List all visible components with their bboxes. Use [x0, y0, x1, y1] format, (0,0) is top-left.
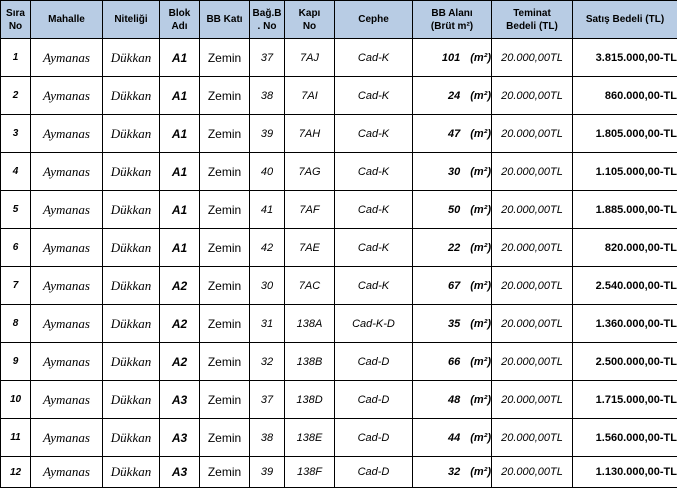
kat-cell: Zemin	[200, 381, 250, 419]
cephe-cell: Cad-D	[335, 457, 413, 488]
table-row	[1, 267, 677, 305]
table-row	[1, 39, 677, 77]
alan-value: 35	[447, 317, 461, 330]
nitelik-cell: Dükkan	[103, 153, 160, 191]
blok-cell: A2	[160, 305, 200, 343]
sira-cell: 4	[1, 153, 31, 191]
table-row	[1, 191, 677, 229]
blok-cell: A1	[160, 39, 200, 77]
bag-no-cell: 38	[250, 419, 285, 457]
header-sira-line1: Sıra	[6, 7, 25, 19]
cephe-cell: Cad-D	[335, 381, 413, 419]
satis-bedeli-cell: 1.560.000,00-TL	[573, 419, 677, 457]
alan-cell	[413, 191, 492, 229]
mahalle-cell: Aymanas	[31, 77, 103, 115]
nitelik-cell: Dükkan	[103, 229, 160, 267]
alan-cell	[413, 153, 492, 191]
header-teminat	[492, 1, 573, 39]
bag-no-cell: 37	[250, 381, 285, 419]
alan-value: 66	[447, 355, 461, 368]
alan-value: 30	[447, 165, 461, 178]
alan-unit: (m²)	[470, 431, 491, 444]
blok-cell: A1	[160, 115, 200, 153]
nitelik-cell: Dükkan	[103, 343, 160, 381]
blok-cell: A2	[160, 267, 200, 305]
header-sira-line2: No	[8, 20, 23, 32]
cephe-cell: Cad-K	[335, 267, 413, 305]
alan-value: 48	[447, 393, 461, 406]
alan-value: 32	[447, 466, 461, 478]
alan-cell	[413, 419, 492, 457]
nitelik-cell: Dükkan	[103, 457, 160, 488]
sira-cell: 8	[1, 305, 31, 343]
alan-unit: (m²)	[470, 203, 491, 216]
alan-value: 24	[447, 89, 461, 102]
table-row	[1, 343, 677, 381]
alan-cell	[413, 381, 492, 419]
bag-no-cell: 37	[250, 39, 285, 77]
table-row	[1, 381, 677, 419]
blok-cell: A3	[160, 381, 200, 419]
kapi-no-cell: 7AE	[285, 229, 335, 267]
table-row	[1, 229, 677, 267]
mahalle-cell: Aymanas	[31, 229, 103, 267]
sira-cell: 3	[1, 115, 31, 153]
cephe-cell: Cad-D	[335, 343, 413, 381]
kapi-no-cell: 138D	[285, 381, 335, 419]
bag-no-cell: 30	[250, 267, 285, 305]
sira-cell: 11	[1, 419, 31, 457]
alan-cell	[413, 77, 492, 115]
mahalle-cell: Aymanas	[31, 305, 103, 343]
sira-cell: 6	[1, 229, 31, 267]
mahalle-cell: Aymanas	[31, 419, 103, 457]
alan-unit: (m²)	[470, 241, 491, 254]
teminat-cell: 20.000,00TL	[492, 77, 573, 115]
satis-bedeli-cell: 2.540.000,00-TL	[573, 267, 677, 305]
alan-unit: (m²)	[470, 165, 491, 178]
header-bag-line2: . No	[257, 20, 277, 32]
alan-value: 101	[441, 51, 461, 64]
table-body	[1, 39, 677, 488]
mahalle-cell: Aymanas	[31, 343, 103, 381]
mahalle-cell: Aymanas	[31, 381, 103, 419]
kapi-no-cell: 138A	[285, 305, 335, 343]
sira-cell: 2	[1, 77, 31, 115]
sira-cell: 1	[1, 39, 31, 77]
header-satis-bedeli: Satış Bedeli (TL)	[573, 1, 677, 39]
teminat-cell: 20.000,00TL	[492, 191, 573, 229]
mahalle-cell: Aymanas	[31, 39, 103, 77]
satis-bedeli-cell: 1.130.000,00-TL	[573, 457, 677, 488]
bag-no-cell: 40	[250, 153, 285, 191]
mahalle-cell: Aymanas	[31, 153, 103, 191]
alan-unit: (m²)	[470, 317, 491, 330]
alan-value: 67	[447, 279, 461, 292]
kapi-no-cell: 138F	[285, 457, 335, 488]
alan-unit: (m²)	[470, 127, 491, 140]
bag-no-cell: 42	[250, 229, 285, 267]
satis-bedeli-cell: 3.815.000,00-TL	[573, 39, 677, 77]
header-blok-line2: Adı	[171, 20, 188, 32]
satis-bedeli-cell: 1.715.000,00-TL	[573, 381, 677, 419]
header-blok-adi	[160, 1, 200, 39]
blok-cell: A1	[160, 191, 200, 229]
teminat-cell: 20.000,00TL	[492, 343, 573, 381]
satis-bedeli-cell: 860.000,00-TL	[573, 77, 677, 115]
teminat-cell: 20.000,00TL	[492, 267, 573, 305]
sira-cell: 5	[1, 191, 31, 229]
blok-cell: A3	[160, 457, 200, 488]
bag-no-cell: 41	[250, 191, 285, 229]
nitelik-cell: Dükkan	[103, 191, 160, 229]
kat-cell: Zemin	[200, 267, 250, 305]
teminat-cell: 20.000,00TL	[492, 39, 573, 77]
nitelik-cell: Dükkan	[103, 39, 160, 77]
alan-value: 47	[447, 127, 461, 140]
header-bag-line1: Bağ.B	[252, 7, 282, 19]
blok-cell: A2	[160, 343, 200, 381]
satis-bedeli-cell: 2.500.000,00-TL	[573, 343, 677, 381]
kapi-no-cell: 7AG	[285, 153, 335, 191]
bag-no-cell: 38	[250, 77, 285, 115]
alan-cell	[413, 457, 492, 488]
header-kapi-line2: No	[302, 20, 317, 32]
table-row	[1, 305, 677, 343]
cephe-cell: Cad-K	[335, 229, 413, 267]
nitelik-cell: Dükkan	[103, 305, 160, 343]
table-row	[1, 115, 677, 153]
satis-bedeli-cell: 820.000,00-TL	[573, 229, 677, 267]
alan-cell	[413, 39, 492, 77]
kat-cell: Zemin	[200, 305, 250, 343]
teminat-cell: 20.000,00TL	[492, 419, 573, 457]
header-sira-no	[1, 1, 31, 39]
alan-cell	[413, 305, 492, 343]
kapi-no-cell: 7AI	[285, 77, 335, 115]
kat-cell: Zemin	[200, 39, 250, 77]
nitelik-cell: Dükkan	[103, 115, 160, 153]
satis-bedeli-cell: 1.105.000,00-TL	[573, 153, 677, 191]
table-row	[1, 457, 677, 488]
mahalle-cell: Aymanas	[31, 191, 103, 229]
kat-cell: Zemin	[200, 343, 250, 381]
header-teminat-line1: Teminat	[513, 7, 551, 19]
cephe-cell: Cad-K	[335, 115, 413, 153]
alan-unit: (m²)	[470, 466, 491, 478]
alan-unit: (m²)	[470, 279, 491, 292]
bag-no-cell: 31	[250, 305, 285, 343]
teminat-cell: 20.000,00TL	[492, 305, 573, 343]
kapi-no-cell: 7AJ	[285, 39, 335, 77]
kat-cell: Zemin	[200, 419, 250, 457]
teminat-cell: 20.000,00TL	[492, 229, 573, 267]
table-row	[1, 77, 677, 115]
teminat-cell: 20.000,00TL	[492, 153, 573, 191]
bag-no-cell: 39	[250, 457, 285, 488]
blok-cell: A1	[160, 77, 200, 115]
kapi-no-cell: 138B	[285, 343, 335, 381]
satis-bedeli-cell: 1.885.000,00-TL	[573, 191, 677, 229]
sira-cell: 7	[1, 267, 31, 305]
alan-value: 44	[447, 431, 461, 444]
header-row	[1, 1, 677, 39]
header-bb-kati: BB Katı	[200, 1, 250, 39]
alan-value: 50	[447, 203, 461, 216]
teminat-cell: 20.000,00TL	[492, 457, 573, 488]
header-blok-line1: Blok	[168, 7, 191, 19]
nitelik-cell: Dükkan	[103, 77, 160, 115]
alan-cell	[413, 343, 492, 381]
kapi-no-cell: 7AC	[285, 267, 335, 305]
satis-bedeli-cell: 1.805.000,00-TL	[573, 115, 677, 153]
nitelik-cell: Dükkan	[103, 267, 160, 305]
blok-cell: A1	[160, 153, 200, 191]
bag-no-cell: 32	[250, 343, 285, 381]
cephe-cell: Cad-K	[335, 153, 413, 191]
header-alan-line2: (Brüt m²)	[430, 20, 474, 32]
kapi-no-cell: 7AF	[285, 191, 335, 229]
alan-value: 22	[447, 241, 461, 254]
cephe-cell: Cad-K	[335, 191, 413, 229]
header-cephe: Cephe	[335, 1, 413, 39]
alan-unit: (m²)	[470, 393, 491, 406]
header-mahalle: Mahalle	[31, 1, 103, 39]
mahalle-cell: Aymanas	[31, 457, 103, 488]
table-header	[1, 1, 677, 39]
kapi-no-cell: 138E	[285, 419, 335, 457]
kat-cell: Zemin	[200, 191, 250, 229]
header-kapi-line1: Kapı	[298, 7, 321, 19]
mahalle-cell: Aymanas	[31, 115, 103, 153]
header-bb-alani	[413, 1, 492, 39]
cephe-cell: Cad-K-D	[335, 305, 413, 343]
teminat-cell: 20.000,00TL	[492, 381, 573, 419]
kat-cell: Zemin	[200, 229, 250, 267]
alan-cell	[413, 229, 492, 267]
alan-unit: (m²)	[470, 355, 491, 368]
cephe-cell: Cad-D	[335, 419, 413, 457]
kat-cell: Zemin	[200, 153, 250, 191]
kat-cell: Zemin	[200, 457, 250, 488]
table-row	[1, 419, 677, 457]
alan-cell	[413, 115, 492, 153]
header-kapi-no	[285, 1, 335, 39]
blok-cell: A3	[160, 419, 200, 457]
sira-cell: 12	[1, 457, 31, 488]
alan-cell	[413, 267, 492, 305]
teminat-cell: 20.000,00TL	[492, 115, 573, 153]
mahalle-cell: Aymanas	[31, 267, 103, 305]
header-bag-no	[250, 1, 285, 39]
cephe-cell: Cad-K	[335, 77, 413, 115]
header-alan-line1: BB Alanı	[431, 7, 473, 19]
bag-no-cell: 39	[250, 115, 285, 153]
sira-cell: 10	[1, 381, 31, 419]
sira-cell: 9	[1, 343, 31, 381]
kapi-no-cell: 7AH	[285, 115, 335, 153]
cephe-cell: Cad-K	[335, 39, 413, 77]
alan-unit: (m²)	[470, 51, 491, 64]
header-niteligi: Niteliği	[103, 1, 160, 39]
kat-cell: Zemin	[200, 115, 250, 153]
kat-cell: Zemin	[200, 77, 250, 115]
alan-unit: (m²)	[470, 89, 491, 102]
nitelik-cell: Dükkan	[103, 381, 160, 419]
satis-bedeli-cell: 1.360.000,00-TL	[573, 305, 677, 343]
nitelik-cell: Dükkan	[103, 419, 160, 457]
blok-cell: A1	[160, 229, 200, 267]
header-teminat-line2: Bedeli (TL)	[506, 20, 558, 32]
table-row	[1, 153, 677, 191]
